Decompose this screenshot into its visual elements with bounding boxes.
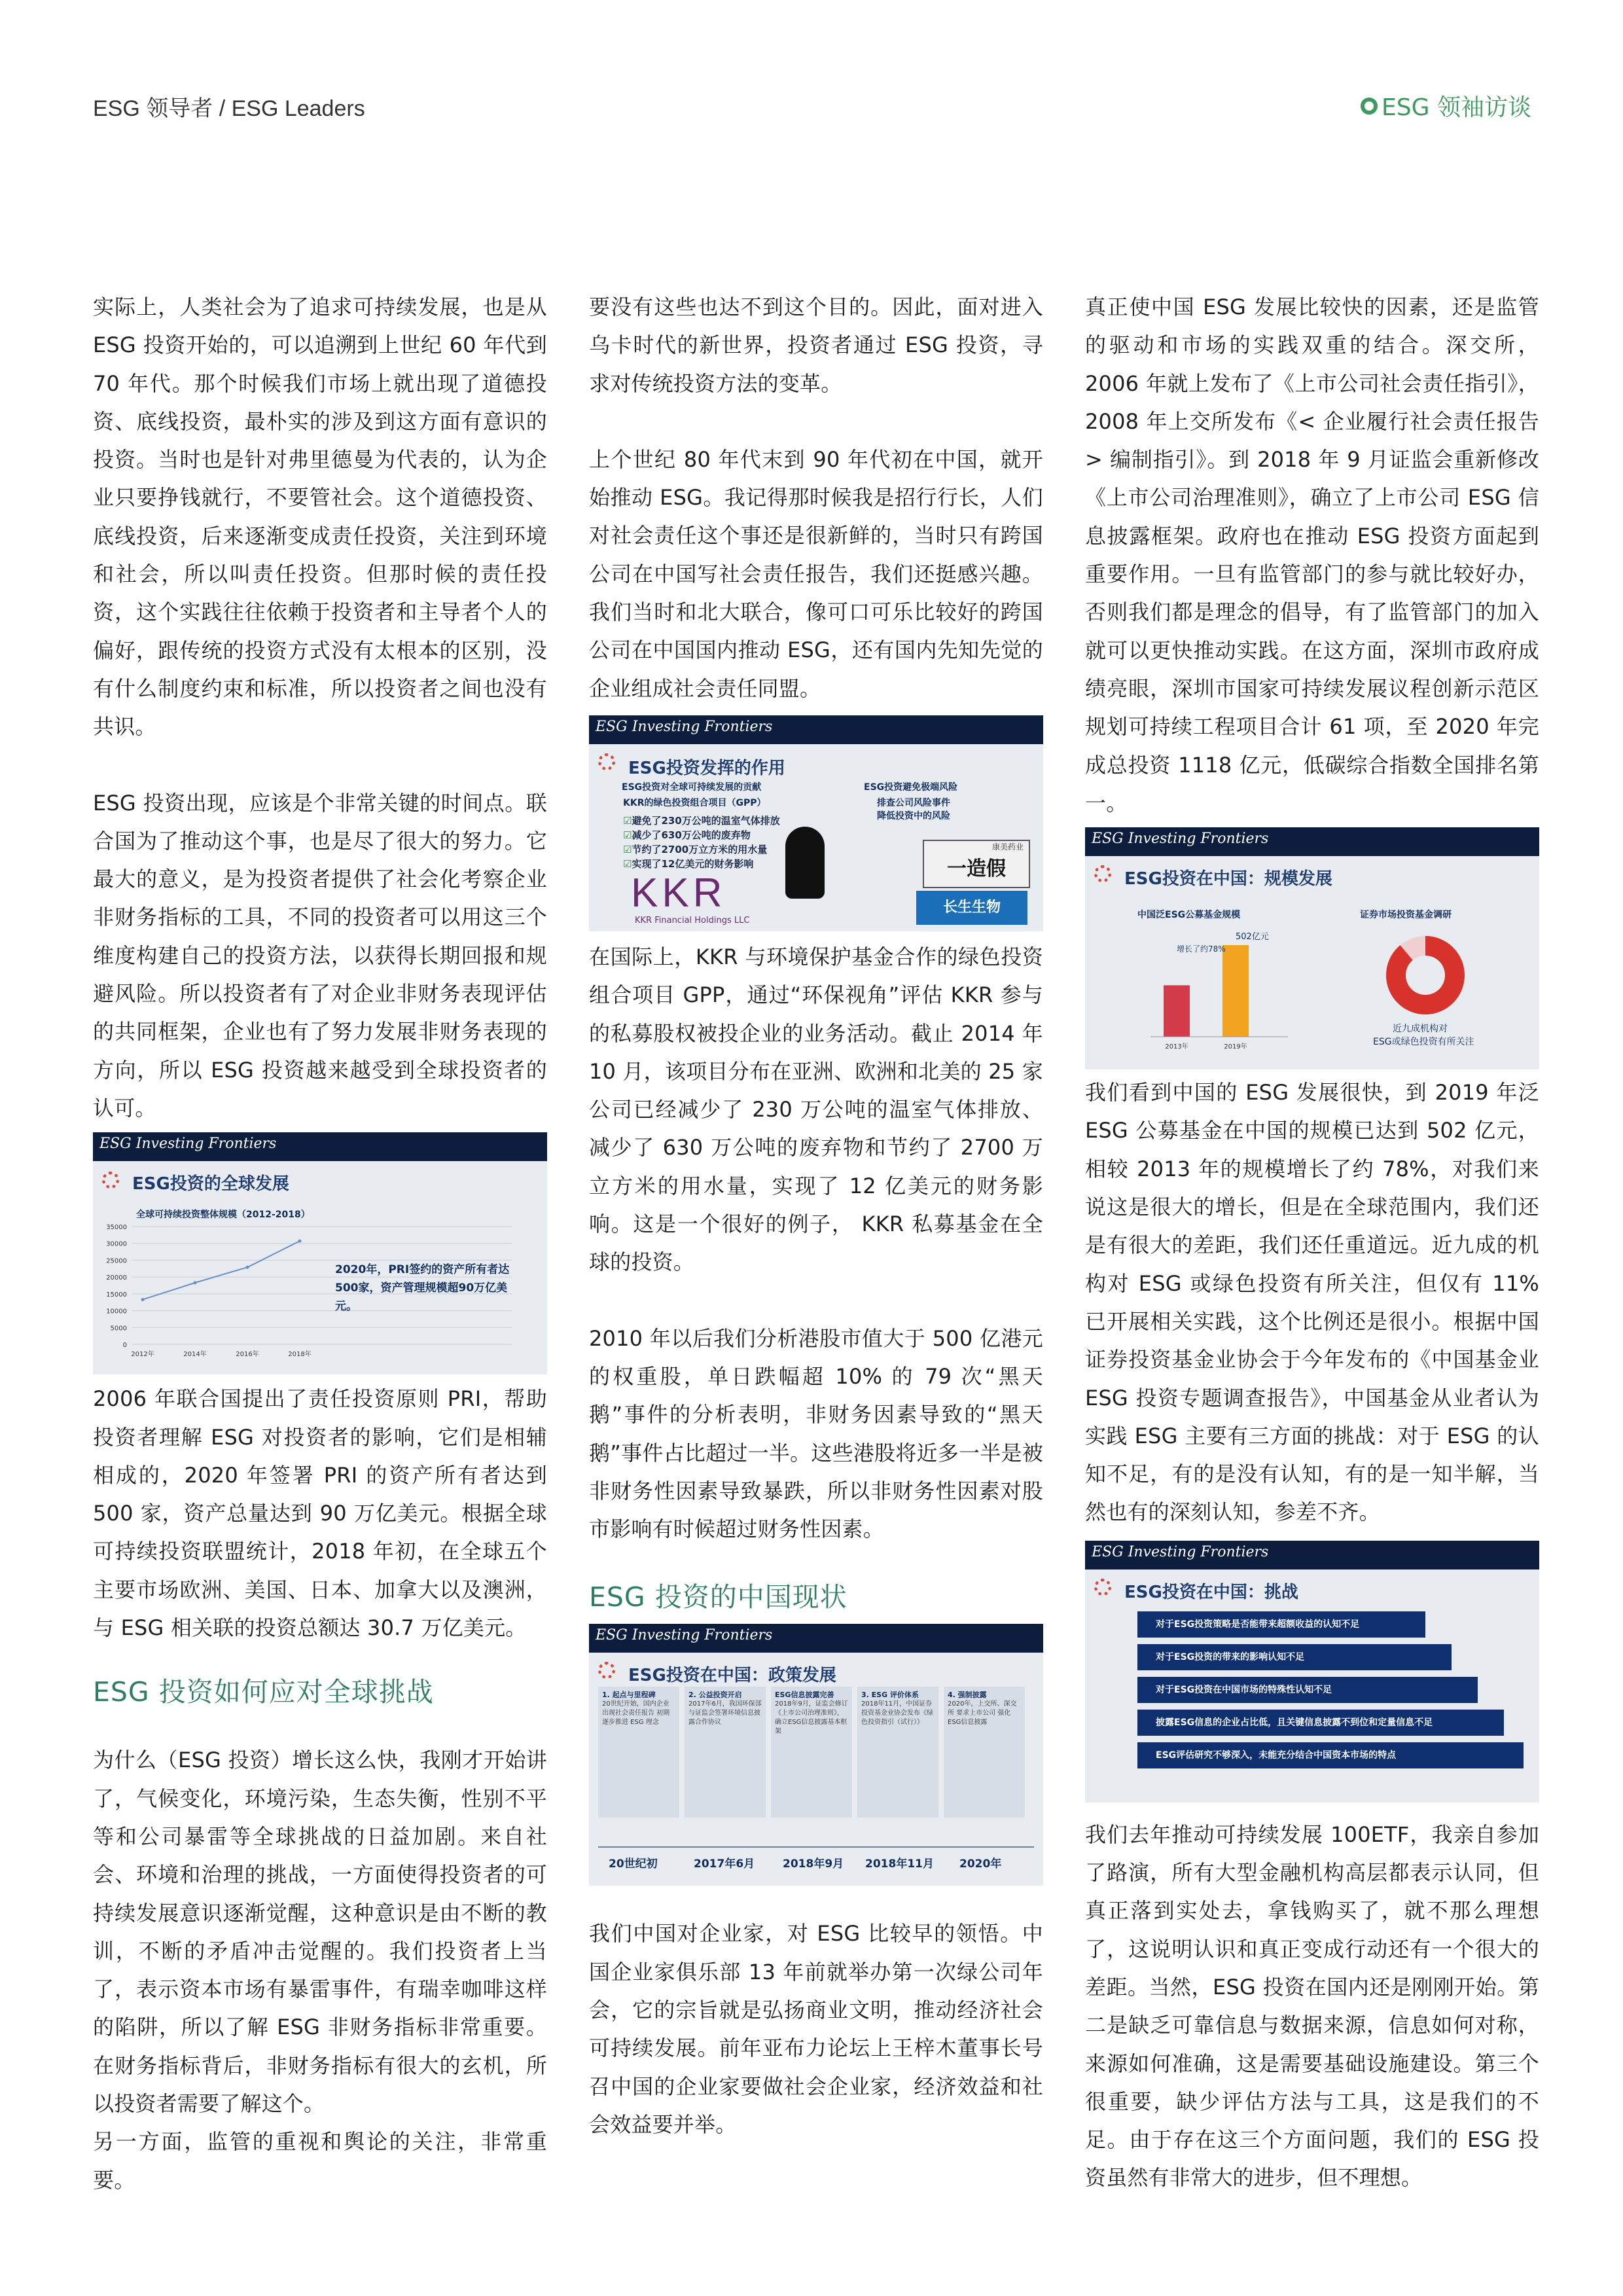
timeline-date: 2020年 <box>959 1857 1002 1871</box>
slide-brand: ESG Investing Frontiers <box>1092 831 1269 848</box>
timeline-axis <box>598 1846 1034 1848</box>
column-2 <box>589 288 1043 2144</box>
bar <box>1222 945 1249 1037</box>
slide-title: ESG投资的全球发展 <box>132 1174 289 1194</box>
challenge-bar: 对于ESG投资策略是否能带来超额收益的认知不足 <box>1137 1611 1425 1638</box>
paragraph: 2010 年以后我们分析港股市值大于 500 亿港元的权重股，单日跌幅超 10% 的 79 次“黑天鹅”事件的分析表明，非财务因素导致的“黑天鹅”事件占比超过一半。这些港股将近多一半是被非财务性因素导致暴跌，所以非财务性因素对股市影响有时候超过财务性因素。 <box>589 1325 1043 1542</box>
bar <box>1164 986 1190 1037</box>
policy-box-body: 2018年9月，证监会修订《上市公司治理准则》，确立ESG信息披露基本框架 <box>775 1700 848 1736</box>
stamp-text: 一造假 <box>947 857 1006 880</box>
left-heading: ESG投资对全球可持续发展的贡献 <box>622 781 762 793</box>
section-ring-icon <box>1361 98 1378 115</box>
policy-box-body: 20世纪开始，国内企业 出现社会责任报告 初期逐步推进 ESG 理念 <box>602 1700 670 1727</box>
fraud-stamp <box>923 840 1030 888</box>
black-swan-icon <box>785 827 825 899</box>
paragraph: ESG 投资出现，应该是个非常关键的时间点。联合国为了推动这个事，也是尽了很大的努力。它最大的意义，是为投资者提供了社会化考察企业非财务指标的工具，不同的投资者可以用这三个维度构建自己的投资方法，以获得长期回报和规避风险。所以投资者有了对企业非财务表现评估的共同框架，企业也有了努力发展非财务表现的方向，所以 ESG 投资越来越受到全球投资者的认可。 <box>93 790 547 1121</box>
kkr-item: ☑ 避免了230万公吨的温室气体排放 <box>623 814 780 827</box>
column-1 <box>93 288 547 2199</box>
y-tick-label: 25000 <box>106 1257 127 1265</box>
policy-box-body: 2020年，上交所、深交所 要求上市公司 强化ESG信息披露 <box>948 1700 1017 1727</box>
y-tick-label: 15000 <box>106 1291 127 1299</box>
paragraph: 实际上，人类社会为了追求可持续发展，也是从 ESG 投资开始的，可以追溯到上世纪 60 年代到 70 年代。那个时候我们市场上就出现了道德投资、底线投资，最朴实的涉及到这方面有意识的投资。当时也是针对弗里德曼为代表的，认为企业只要挣钱就行，不要管社会。这个道德投资、底线投资，后来逐渐变成责任投资，关注到环境和社会，所以叫责任投资。但那时候的责任投资，这个实践往往依赖于投资者和主导者个人的偏好，跟传统的投资方式没有太根本的区别，没有什么制度约束和标准，所以投资者之间也没有共识。 <box>93 295 547 740</box>
pri-note: 2020年，PRI签约的资产所有者达500家，资产管理规模超90万亿美元。 <box>335 1263 510 1314</box>
slide-esg-role <box>589 715 1043 931</box>
slide-global-development <box>93 1132 547 1374</box>
running-header-right <box>1361 89 1531 122</box>
brand-panel: 长生生物 <box>916 891 1027 925</box>
paragraph: 另一方面，监管的重视和舆论的关注，非常重要。 <box>93 2129 547 2193</box>
x-tick-label: 2018年 <box>288 1351 312 1359</box>
kkr-item: ☑ 实现了12亿美元的财务影响 <box>623 857 753 870</box>
policy-box-body: 2017年6月，我国环保部与证监会签署环境信息披露合作协议 <box>688 1700 762 1727</box>
y-tick-label: 20000 <box>106 1274 127 1282</box>
timeline-date: 2018年11月 <box>865 1857 934 1871</box>
paragraph: 我们去年推动可持续发展 100ETF，我亲自参加了路演，所有大型金融机构高层都表示认同，但真正落到实处去，拿钱购买了，就不那么理想了，这说明认识和真正变成行动还有一个很大的差距。当然，ESG 投资在国内还是刚刚开始。第二是缺乏可靠信息与数据来源，信息如何对称，来源如何准确，这是需要基础设施建设。第三个很重要，缺少评估方法与工具，这是我们的不足。由于存在这三个方面问题，我们的 ESG 投资虽然有非常大的进步，但不理想。 <box>1085 1821 1539 2191</box>
x-tick-label: 2013年 <box>1165 1043 1188 1051</box>
paragraph: 要没有这些也达不到这个目的。因此，面对进入乌卡时代的新世界，投资者通过 ESG 投资，寻求对传统投资方法的变革。 <box>589 295 1043 396</box>
policy-box-title: 1. 起点与里程碑 <box>602 1691 656 1700</box>
slide-title: ESG投资在中国：规模发展 <box>1124 869 1332 889</box>
slide-title: ESG投资发挥的作用 <box>628 758 785 778</box>
right-subheading: 降低投资中的风险 <box>877 810 950 821</box>
left-subheading: KKR的绿色投资组合项目（GPP） <box>623 797 766 808</box>
policy-box <box>598 1687 679 1818</box>
stamp-caption: 康美药业 <box>991 842 1024 852</box>
column-3 <box>1085 288 1539 2197</box>
challenge-bar: ESG评估研究不够深入，未能充分结合中国资本市场的特点 <box>1137 1742 1524 1768</box>
paragraph: 真正使中国 ESG 发展比较快的因素，还是监管的驱动和市场的实践双重的结合。深交所，2006 年就上发布了《上市公司社会责任指引》，2008 年上交所发布《< 企业履行社会责任报告 > 编制指引》。到 2018 年 9 月证监会重新修改《上市公司治理准则》，确立了上市公司 ESG 信息披露框架。政府也在推动 ESG 投资方面起到重要作用。一旦有监管部门的参与就比较好办，否则我们都是理念的倡导，有了监管部门的加入就可以更快推动实践。在这方面，深圳市政府成绩亮眼，深圳市国家可持续发展议程创新示范区规划可持续工程项目合计 61 项，至 2020 年完成总投资 1118 亿元，低碳综合指数全国排名第一。 <box>1085 295 1539 816</box>
paragraph: 为什么（ESG 投资）增长这么快，我刚才开始讲了，气候变化，环境污染，生态失衡，性别不平等和公司暴雷等全球挑战的日益加剧。来自社会、环境和治理的挑战，一方面使得投资者的可持续发展意识逐渐觉醒，这种意识是由不断的教训，不断的矛盾冲击觉醒的。我们投资者上当了，表示资本市场有暴雷事件，有瑞幸咖啡这样的陷阱，所以了解 ESG 非财务指标非常重要。在财务指标背后，非财务指标有很大的玄机，所以投资者需要了解这个。 <box>93 1748 547 2116</box>
section-heading: ESG 投资如何应对全球挑战 <box>93 1676 434 1708</box>
right-subheading: 排查公司风险事件 <box>877 797 950 808</box>
donut-note: 近九成机构对 <box>1393 1024 1448 1035</box>
esg-logo-icon <box>1094 1579 1111 1596</box>
slide-brand: ESG Investing Frontiers <box>596 1627 773 1644</box>
y-tick-label: 35000 <box>106 1224 127 1232</box>
timeline-date: 2018年9月 <box>783 1857 844 1871</box>
right-heading: ESG投资避免极端风险 <box>864 781 958 793</box>
challenge-bar: 对于ESG投资的带来的影响认知不足 <box>1137 1644 1452 1670</box>
policy-box <box>685 1687 766 1818</box>
running-header-left: ESG 领导者 / ESG Leaders <box>93 96 365 121</box>
challenge-bar: 对于ESG投资在中国市场的特殊性认知不足 <box>1137 1677 1478 1703</box>
donut-note: ESG或绿色投资有所关注 <box>1373 1037 1474 1048</box>
slide-scale-development <box>1085 827 1539 1069</box>
slide-title: ESG投资在中国：挑战 <box>1124 1582 1298 1602</box>
scale-bar-chart <box>1111 906 1327 1069</box>
left-heading: 中国泛ESG公募基金规模 <box>1137 910 1241 921</box>
policy-box-title: 2. 公益投资开启 <box>688 1691 742 1700</box>
x-tick-label: 2012年 <box>131 1351 154 1359</box>
paragraph: 2006 年联合国提出了责任投资原则 PRI，帮助投资者理解 ESG 对投资者的影响，它们是相辅相成的，2020 年签署 PRI 的资产所有者达到 500 家，资产总量达到 90 万亿美元。根据全球可持续投资联盟统计，2018 年初，在全球五个主要市场欧洲、美国、日本、加拿大以及澳洲，与 ESG 相关联的投资总额达 30.7 万亿美元。 <box>93 1386 547 1641</box>
policy-box-title: 4. 强制披露 <box>948 1691 987 1700</box>
policy-box <box>944 1687 1025 1818</box>
data-point <box>298 1240 302 1243</box>
policy-box-title: ESG信息披露完善 <box>775 1691 834 1700</box>
series-line <box>143 1241 300 1299</box>
policy-box-body: 2018年11月，中国证券投资基金业协会发布《绿色投资指引（试行）》 <box>861 1700 933 1727</box>
y-tick-label: 0 <box>122 1342 127 1350</box>
policy-box <box>857 1687 938 1818</box>
slide-challenges <box>1085 1541 1539 1803</box>
slide-title: ESG投资在中国：政策发展 <box>628 1666 836 1686</box>
kkr-logo-subtitle: KKR Financial Holdings LLC <box>635 915 750 925</box>
right-heading: 证券市场投资基金调研 <box>1360 910 1452 921</box>
section-heading: ESG 投资的中国现状 <box>589 1581 847 1613</box>
timeline-date: 2017年6月 <box>694 1857 755 1871</box>
chart-subtitle: 全球可持续投资整体规模（2012-2018） <box>136 1210 310 1221</box>
donut-chart <box>1386 936 1465 1014</box>
y-tick-label: 5000 <box>110 1325 127 1333</box>
data-point <box>141 1298 145 1301</box>
data-point <box>194 1282 197 1285</box>
y-tick-label: 30000 <box>106 1240 127 1248</box>
kkr-item: ☑ 节约了2700万立方米的用水量 <box>623 842 767 856</box>
policy-box-title: 3. ESG 评价体系 <box>861 1691 919 1700</box>
paragraph: 上个世纪 80 年代末到 90 年代初在中国，就开始推动 ESG。我记得那时候我是招行行长，人们对社会责任这个事还是很新鲜的，当时只有跨国公司在中国写社会责任报告，我们还挺感兴趣。我们当时和北大联合，像可口可乐比较好的跨国公司在中国国内推动 ESG，还有国内先知先觉的企业组成社会责任同盟。 <box>589 446 1043 701</box>
x-tick-label: 2019年 <box>1224 1043 1247 1051</box>
esg-logo-icon <box>598 1662 615 1679</box>
timeline-date: 20世纪初 <box>609 1857 658 1871</box>
slide-policy-development <box>589 1624 1043 1886</box>
paragraph: 我们中国对企业家，对 ESG 比较早的领悟。中国企业家俱乐部 13 年前就举办第一次绿公司年会，它的宗旨就是弘扬商业文明，推动经济社会可持续发展。前年亚布力论坛上王梓木董事长号召中国的企业家要做社会企业家，经济效益和社会效益要并举。 <box>589 1921 1043 2137</box>
y-tick-label: 10000 <box>106 1308 127 1316</box>
bar-label: 502亿元 <box>1236 932 1269 942</box>
x-tick-label: 2014年 <box>183 1351 207 1359</box>
esg-logo-icon <box>598 753 615 770</box>
esg-logo-icon <box>1094 865 1111 882</box>
slide-brand: ESG Investing Frontiers <box>1092 1543 1269 1560</box>
slide-brand: ESG Investing Frontiers <box>99 1136 277 1153</box>
kkr-logo: KKR <box>631 870 726 916</box>
paragraph: 在国际上，KKR 与环境保护基金合作的绿色投资组合项目 GPP，通过“环保视角”评估 KKR 参与的私募股权被投企业的业务活动。截止 2014 年 10 月，该项目分布在亚洲、欧洲和北美的 25 家公司已经减少了 230 万公吨的温室气体排放、减少了 630 万公吨的废弃物和节约了 2700 万立方米的用水量，实现了 12 亿美元的财务影响。这是一个很好的例子， KKR 私募基金在全球的投资。 <box>589 944 1043 1275</box>
slide-brand: ESG Investing Frontiers <box>596 718 773 735</box>
data-point <box>246 1266 249 1269</box>
paragraph: 我们看到中国的 ESG 发展很快，到 2019 年泛 ESG 公募基金在中国的规模已达到 502 亿元，相较 2013 年的规模增长了约 78%，对我们来说这是很大的增长，但是在全球范围内，我们还是有很大的差距，我们还任重道远。近九成的机构对 ESG 或绿色投资有所关注，但仅有 11% 已开展相关实践，这个比例还是很小。根据中国证券投资基金业协会于今年发布的《中国基金业 ESG 投资专题调查报告》，中国基金从业者认为实践 ESG 主要有三方面的挑战：对于 ESG 的认知不足，有的是没有认知，有的是一知半解，当然也有的深刻认知，参差不齐。 <box>1085 1080 1539 1525</box>
x-tick-label: 2016年 <box>236 1351 259 1359</box>
challenge-bar: 披露ESG信息的企业占比低，且关键信息披露不到位和定量信息不足 <box>1137 1710 1504 1736</box>
kkr-item: ☑ 减少了630万公吨的废弃物 <box>623 828 751 842</box>
policy-box <box>771 1687 852 1818</box>
bar-label: 增长了约78% <box>1177 944 1226 954</box>
section-title: ESG 领袖访谈 <box>1382 94 1531 121</box>
